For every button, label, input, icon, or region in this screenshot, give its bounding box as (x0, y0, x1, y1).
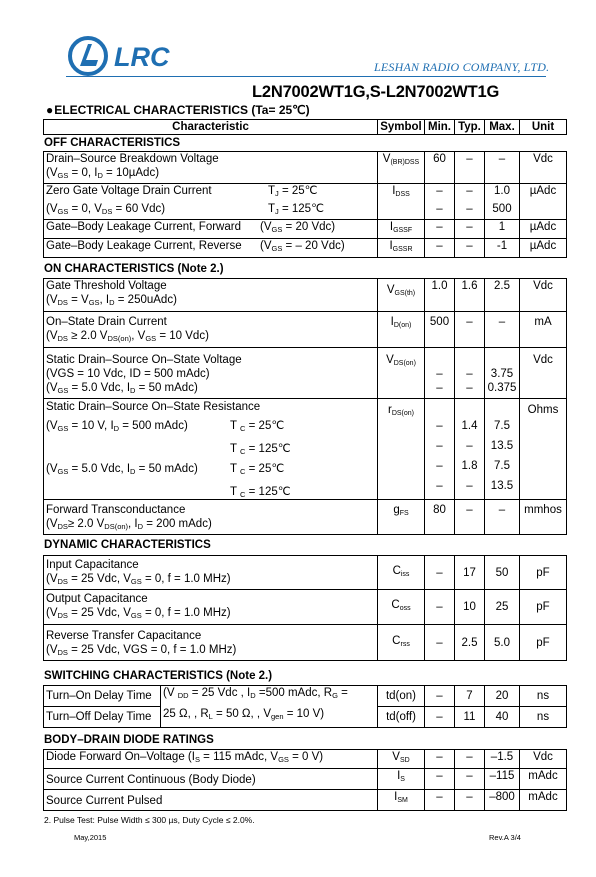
off-rows (43, 151, 567, 258)
col-max: Max. (485, 120, 520, 135)
table-row: Reverse Transfer Capacitance ($V_{DS} = 25$ Vdc, VGS = 0, f = 1.0 MHz) Crss – 2.5 5.0 pF (44, 625, 567, 661)
table-row: Gate–Body Leakage Current, Reverse ($V_{GS}$ = – 20 Vdc) IGSSR – – -1 µAdc (44, 239, 567, 258)
switching-rows (43, 685, 567, 728)
footnote: 2. Pulse Test: Pulse Width ≤ 300 µs, Duty Cycle ≤ 2.0%. (44, 815, 255, 825)
col-symbol: Symbol (378, 120, 425, 135)
col-unit: Unit (520, 120, 567, 135)
on-rows (43, 278, 567, 535)
col-characteristic: Characteristic (44, 120, 378, 135)
table-row: Turn–Off Delay Time td(off) – 11 40 ns (44, 707, 567, 728)
on-title: ON CHARACTERISTICS (Note 2.) (44, 263, 224, 275)
table-row: Turn–On Delay Time (V $_{DD}$ = 25 Vdc , $I_D =500$ mAdc, $R_G$ = 25 Ω, , $R_L = 50$ Ω, , $V_{gen} = 10$ V) td(on) – 7 20 ns (44, 686, 567, 707)
col-min: Min. (425, 120, 455, 135)
off-table (43, 119, 567, 135)
table-row: Source Current Continuous (Body Diode) IS – – –115 mAdc (44, 769, 567, 790)
dynamic-rows (43, 555, 567, 661)
table-row: On–State Drain Current ($V_{DS} \ge 2.0$ $V_{DS(on)}$, $V_{GS} = 10$ Vdc) ID(on) 500 – – mA (44, 312, 567, 348)
table-row: Output Capacitance ($V_{DS} = 25$ Vdc, $V_{GS} = 0$, f = 1.0 MHz) Coss – 10 25 pF (44, 590, 567, 625)
table-row: Static Drain–Source On–State Voltage (VGS = 10 Vdc, ID = 500 mAdc) ($V_{GS} = 5.0$ Vdc, $I_D = 50$ mAdc) VDS(on) – – – – 3.75 0.375 Vdc (44, 348, 567, 399)
table-row: Source Current Pulsed ISM – – –800 mAdc (44, 790, 567, 811)
company-name: LESHAN RADIO COMPANY, LTD. (374, 60, 550, 74)
table-row: Diode Forward On–Voltage ($I_S = 115$ mAdc, $V_{GS} = 0$ V) VSD – – –1.5 Vdc (44, 750, 567, 769)
diode-rows (43, 749, 567, 811)
header-rule (66, 76, 546, 77)
table-header (44, 120, 567, 135)
diode-title: BODY–DRAIN DIODE RATINGS (44, 734, 214, 746)
table-row: Gate Threshold Voltage ($V_{DS} = V_{GS}$, $I_D$ = 250uAdc) VGS(th) 1.0 1.6 2.5 Vdc (44, 279, 567, 312)
off-title: OFF CHARACTERISTICS (44, 137, 181, 149)
logo-text: LRC (114, 42, 170, 72)
footer-date: May,2015 (74, 833, 107, 842)
table-row: Static Drain–Source On–State Resistance ($V_{GS} = 10$ V, $I_D = 500$ mAdc) T $_C$ = 25℃ T $_C$ = 125℃ ($V_{GS} = 5.0$ Vdc, $I_D = 50$ mAdc) T $_C$ = 25℃ T $_C$ = 125℃ rDS(on) – – – – 1.4 – 1.8 – 7.5 13.5 7.5 13.5 Ohms (44, 399, 567, 500)
table-row: Drain–Source Breakdown Voltage ($V_{GS} = 0$, $I_D = 10\mu Adc$) V(BR)DSS 60 – – Vdc (44, 152, 567, 184)
col-typ: Typ. (455, 120, 485, 135)
table-row: Forward Transconductance ($V_{DS}\ge 2.0$ $V_{DS(on)}$, $I_D = 200$ mAdc) gFS 80 – – mmhos (44, 500, 567, 535)
lrc-logo (66, 32, 226, 80)
table-row: Zero Gate Voltage Drain Current $T_J$ = 25℃ ($V_{GS} = 0$, $V_{DS} = 60$ Vdc) $T_J$ = 125℃ IDSS – – – – 1.0 500 µAdc (44, 184, 567, 220)
bullet-icon: ● (46, 103, 54, 117)
table-row: Input Capacitance ($V_{DS} = 25$ Vdc, $V_{GS} = 0$, f = 1.0 MHz) Ciss – 17 50 pF (44, 556, 567, 590)
table-row: Gate–Body Leakage Current, Forward ($V_{GS} = 20$ Vdc) IGSSF – – 1 µAdc (44, 220, 567, 239)
part-number: L2N7002WT1G,S-L2N7002WT1G (252, 83, 500, 101)
dynamic-title: DYNAMIC CHARACTERISTICS (44, 539, 211, 551)
section-title: ●ELECTRICAL CHARACTERISTICS (Ta= 25℃) (46, 103, 310, 117)
footer-revision: Rev.A 3/4 (489, 833, 521, 842)
switching-title: SWITCHING CHARACTERISTICS (Note 2.) (44, 670, 273, 682)
